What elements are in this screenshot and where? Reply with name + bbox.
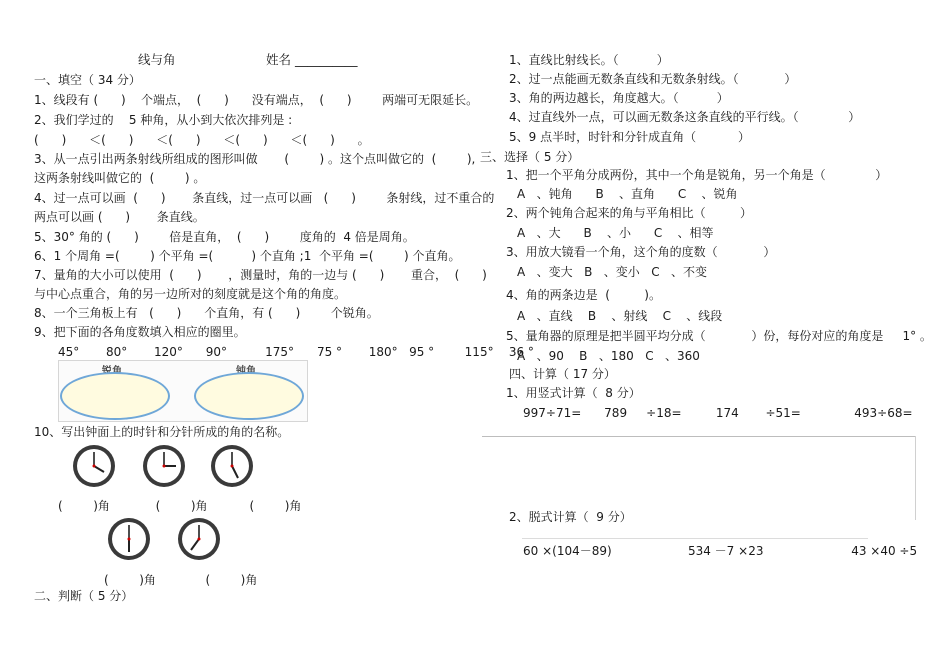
stepwise-calc-problems: 60 ×(104－89) 534 －7 ×23 43 ×40 ÷5 [523, 544, 918, 558]
divider [915, 436, 916, 520]
stepwise-calc-heading: 2、脱式计算（ 9 分） [509, 510, 632, 524]
question-line: 与中心点重合，角的另一边所对的刻度就是这个角的角度。 [34, 287, 347, 301]
question-line: 3、从一点引出两条射线所组成的图形叫做 ( ) 。这个点叫做它的 ( ), [34, 152, 476, 166]
judgement-item: 3、角的两边越长，角度越大。（ ） [509, 91, 729, 105]
divider [522, 538, 868, 539]
question-line: 1、线段有 ( ) 个端点， ( ) 没有端点， ( ) 两端可无限延长。 [34, 93, 479, 107]
section-choice-heading: 三、选择（ 5 分） [480, 150, 580, 164]
choice-question: 3、用放大镜看一个角，这个角的度数（ ） [506, 245, 776, 259]
choice-options: A 、直线 B 、射线 C 、线段 [517, 309, 723, 323]
clock-answer-row: ( )角 ( )角 ( )角 [58, 499, 302, 513]
question-line: 这两条射线叫做它的 ( ) 。 [34, 171, 206, 185]
judgement-item: 1、直线比射线长。（ ） [509, 53, 669, 67]
choice-options: A 、变大 B 、变小 C 、不变 [517, 265, 708, 279]
obtuse-angle-oval [194, 372, 304, 420]
clock-answer-row: ( )角 ( )角 [104, 573, 258, 587]
question-line: 两点可以画 ( ) 条直线。 [34, 210, 205, 224]
acute-angle-oval [60, 372, 170, 420]
choice-options: A 、90 B 、180 C 、360 [517, 349, 700, 363]
clock-icon [141, 443, 187, 489]
question-line: 5、30° 角的 ( ) 倍是直角， ( ) 度角的 4 倍是周角。 [34, 230, 415, 244]
question-line: 10、写出钟面上的时针和分针所成的角的名称。 [34, 425, 290, 439]
choice-question: 5、量角器的原理是把半圆平均分成（ ）份，每份对应的角度是 1° 。 [506, 329, 932, 343]
judgement-item: 2、过一点能画无数条直线和无数条射线。（ ） [509, 72, 797, 86]
question-line: 2、我们学过的 5 种角，从小到大依次排列是 : [34, 113, 293, 127]
section-fill-blank-heading: 一、填空（ 34 分） [34, 73, 141, 87]
clock-icon [71, 443, 117, 489]
judgement-item: 5、9 点半时，时针和分针成直角（ ） [509, 130, 751, 144]
choice-options: A 、钝角 B 、直角 C 、锐角 [517, 187, 738, 201]
choice-question: 4、角的两条边是 ( )。 [506, 288, 661, 302]
question-line: 6、1 个周角 =( ) 个平角 =( ) 个直角 ;1 个平角 =( ) 个直角。 [34, 249, 461, 263]
angle-list: 45° 80° 120° 90° 175° 75 ° 180° 95 ° 115° 36 ° [58, 345, 534, 359]
question-line: ( ) ＜( ) ＜( ) ＜( ) ＜( ) 。 [34, 133, 370, 147]
vertical-calc-heading: 1、用竖式计算（ 8 分） [506, 386, 641, 400]
clock-icon [106, 516, 152, 562]
divider [482, 436, 916, 437]
section-calculation-heading: 四、计算（ 17 分） [509, 367, 616, 381]
question-line: 7、量角的大小可以使用 ( ) ，测量时，角的一边与 ( ) 重合， ( ) [34, 268, 487, 282]
judgement-item: 4、过直线外一点，可以画无数条这条直线的平行线。（ ） [509, 110, 861, 124]
vertical-calc-problems: 997÷71= 789 ÷18= 174 ÷51= 493÷68= [523, 406, 913, 420]
choice-options: A 、大 B 、小 C 、相等 [517, 226, 714, 240]
choice-question: 2、两个钝角合起来的角与平角相比（ ） [506, 206, 752, 220]
question-line: 9、把下面的各角度数填入相应的圈里。 [34, 325, 246, 339]
question-line: 4、过一点可以画 ( ) 条直线，过一点可以画 ( ) 条射线，过不重合的 [34, 191, 495, 205]
worksheet-title: 线与角 [138, 52, 176, 67]
name-field-label: 姓名 __________ [266, 52, 358, 67]
choice-question: 1、把一个平角分成两份，其中一个角是锐角，另一个角是（ ） [506, 168, 888, 182]
question-line: 8、一个三角板上有 ( ) 个直角，有 ( ) 个锐角。 [34, 306, 379, 320]
clock-icon [176, 516, 222, 562]
clock-icon [209, 443, 255, 489]
section-true-false-heading: 二、判断（ 5 分） [34, 589, 134, 603]
